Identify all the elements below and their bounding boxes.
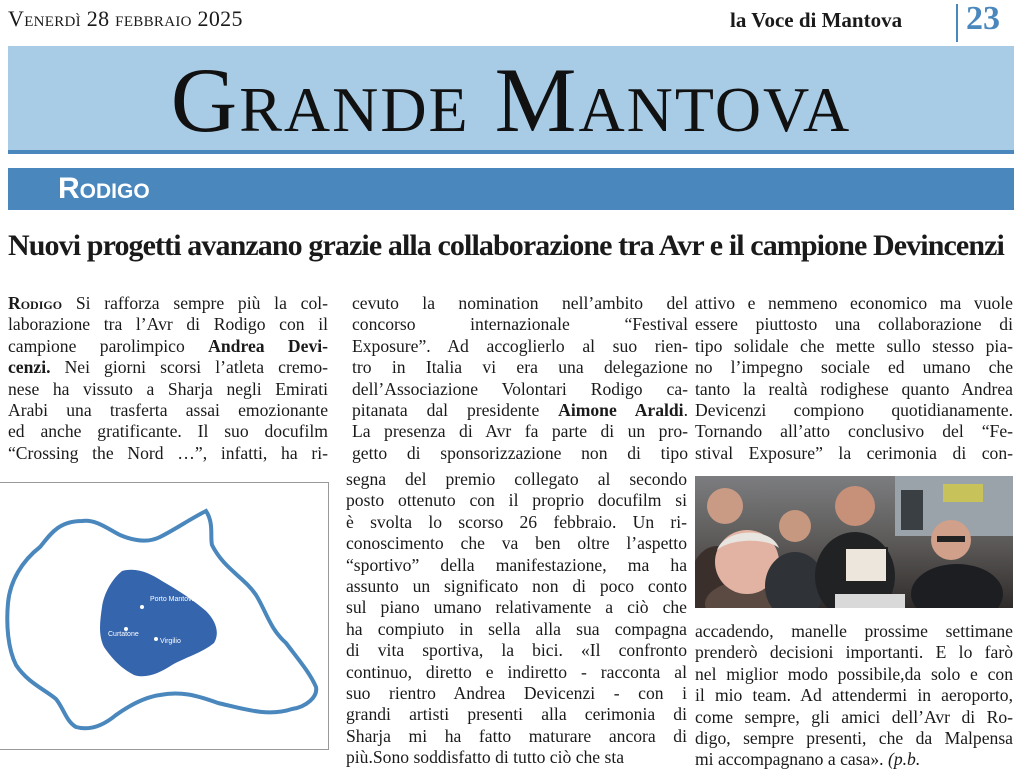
doorway (901, 490, 923, 530)
text-line: Si rafforza sempre più la col- (75, 293, 328, 313)
text-line: sul piano umano relativamente a ciò che (346, 597, 687, 618)
text-line: Tornando all’atto conclusivo del “Fe- (695, 421, 1013, 442)
map-label-porto-mantovano: Porto Mantovano (150, 596, 204, 603)
text-line: stival Exposure” la cerimonia di con- (695, 442, 1013, 463)
text-line: continuo, diretto e indiretto - racconta al (346, 661, 687, 682)
district-area (100, 570, 217, 677)
area-map (0, 482, 329, 750)
text-line: posto ottenuto con il proprio docufilm si (346, 490, 687, 511)
table (835, 594, 905, 608)
text-line: tanto la realtà rodighese quanto Andrea (695, 378, 1013, 399)
airport-sign (943, 484, 983, 502)
map-label-virgilio: Virgilio (160, 638, 181, 645)
text-line: come sempre, gli amici dell’Avr di Ro- (695, 706, 1013, 727)
person-middle-head (779, 510, 811, 542)
text-line: grandi artisti presenti alla cerimonia di (346, 704, 687, 725)
text-fragment: campione parolimpico (8, 335, 209, 356)
text-line: prenderò decisioni importanti. E lo farò (695, 642, 1013, 663)
article-column-2-bottom (346, 469, 687, 769)
text-line: La presenza di Avr fa parte di un pro- (352, 421, 688, 442)
text-line: conoscimento che va ben oltre l’aspetto (346, 533, 687, 554)
map-label-curtatone: Curtatone (108, 631, 139, 638)
text-line: segna del premio collegato al secondo (346, 469, 687, 489)
dateline-place: Rodigo (8, 293, 63, 313)
text-line: è svolta lo scorso 26 febbraio. Un ri- (346, 511, 687, 532)
map-point-curtatone (124, 627, 128, 631)
text-line: nel miglior modo possibile,da solo e con (695, 663, 1013, 684)
text-line: Sharja mi ha fatto maturare ancora di (346, 725, 687, 746)
text-line: il mio team. Ad attendermi in aeroporto, (695, 685, 1013, 706)
group-photo (695, 476, 1013, 608)
text-line: “Crossing the Nord …”, infatti, ha ri- (8, 442, 328, 463)
person-name: Andrea Devi- (208, 335, 328, 356)
map-point-porto-mantovano (140, 605, 144, 609)
text-line: Arabi una trasferta assai emozionante (8, 400, 328, 421)
text-line: di vita sportiva, la bici. «Il confronto (346, 640, 687, 661)
map-illustration (0, 483, 328, 749)
locality-bar (8, 168, 1014, 210)
text-line: “sportivo” della manifestazione, ma ha (346, 554, 687, 575)
article-column-3-top (695, 293, 1013, 464)
award-frame (845, 548, 887, 582)
text-line: getto di sponsorizzazione non di tipo (352, 442, 688, 463)
text-line: cevuto la nomination nell’ambito del (352, 293, 688, 313)
author-initials: (p.b. (887, 749, 921, 770)
text-fragment: Nei giorni scorsi l’atleta cremo- (50, 357, 328, 378)
text-line: tipo solidale che mette sullo stesso pia- (695, 335, 1013, 356)
text-line: dell’Associazione Volontari Rodigo ca- (352, 378, 688, 399)
text-fragment: pitanata dal presidente (352, 400, 559, 421)
text-line: digo, sempre presenti, che da Malpensa (695, 728, 1013, 749)
text-line: no l’impegno sociale ed umano che (695, 357, 1013, 378)
person-name: cenzi. (8, 357, 51, 378)
person-left-head (707, 488, 743, 524)
text-line: concorso internazionale “Festival (352, 314, 688, 335)
text-fragment: mi accompagnano a casa». (695, 749, 888, 770)
section-banner-title: Grande Mantova (170, 49, 852, 151)
map-point-virgilio (154, 637, 158, 641)
person-right-glasses (937, 536, 965, 542)
article-column-3-bottom (695, 621, 1013, 771)
article-photo (695, 476, 1013, 608)
text-fragment: . (683, 400, 688, 421)
text-line: laborazione tra l’Avr di Rodigo con il (8, 314, 328, 335)
text-line: suo rientro Andrea Devicenzi - con i (346, 683, 687, 704)
text-line: assunto un significato non di poco conto (346, 576, 687, 597)
text-line: più.Sono soddisfatto di tutto ciò che sta (346, 747, 625, 768)
text-line: nese ha vissuto a Sharja negli Emirati (8, 378, 328, 399)
article-headline: Nuovi progetti avanzano grazie alla collaborazione tra Avr e il campione Devincenzi (8, 229, 1004, 262)
text-line: essere piuttosto una collaborazione di (695, 314, 1013, 335)
article-column-2-top (352, 293, 688, 464)
text-line: ed anche gratificante. Il suo docufilm (8, 421, 328, 442)
text-line: ha compiuto in sella alla sua compagna (346, 618, 687, 639)
text-line: tro in Italia vi era una delegazione (352, 357, 688, 378)
header-divider (956, 4, 958, 42)
text-line: Exposure”. Ad accoglierlo al suo rien- (352, 335, 688, 356)
page-header (0, 0, 1024, 40)
text-line: Devicenzi compiono quotidianamente. (695, 400, 1013, 421)
section-banner (8, 46, 1014, 154)
newspaper-name: la Voce di Mantova (730, 8, 903, 32)
text-line: accadendo, manelle prossime settimane (695, 621, 1013, 641)
article-column-1 (8, 293, 328, 464)
text-line: attivo e nemmeno economico ma vuole (695, 293, 1013, 313)
issue-date: Venerdì 28 febbraio 2025 (8, 6, 243, 31)
locality-label: Rodigo (58, 172, 150, 205)
page-number: 23 (966, 0, 1000, 37)
person-center-head (835, 486, 875, 526)
person-name: Aimone Araldi (558, 400, 684, 421)
